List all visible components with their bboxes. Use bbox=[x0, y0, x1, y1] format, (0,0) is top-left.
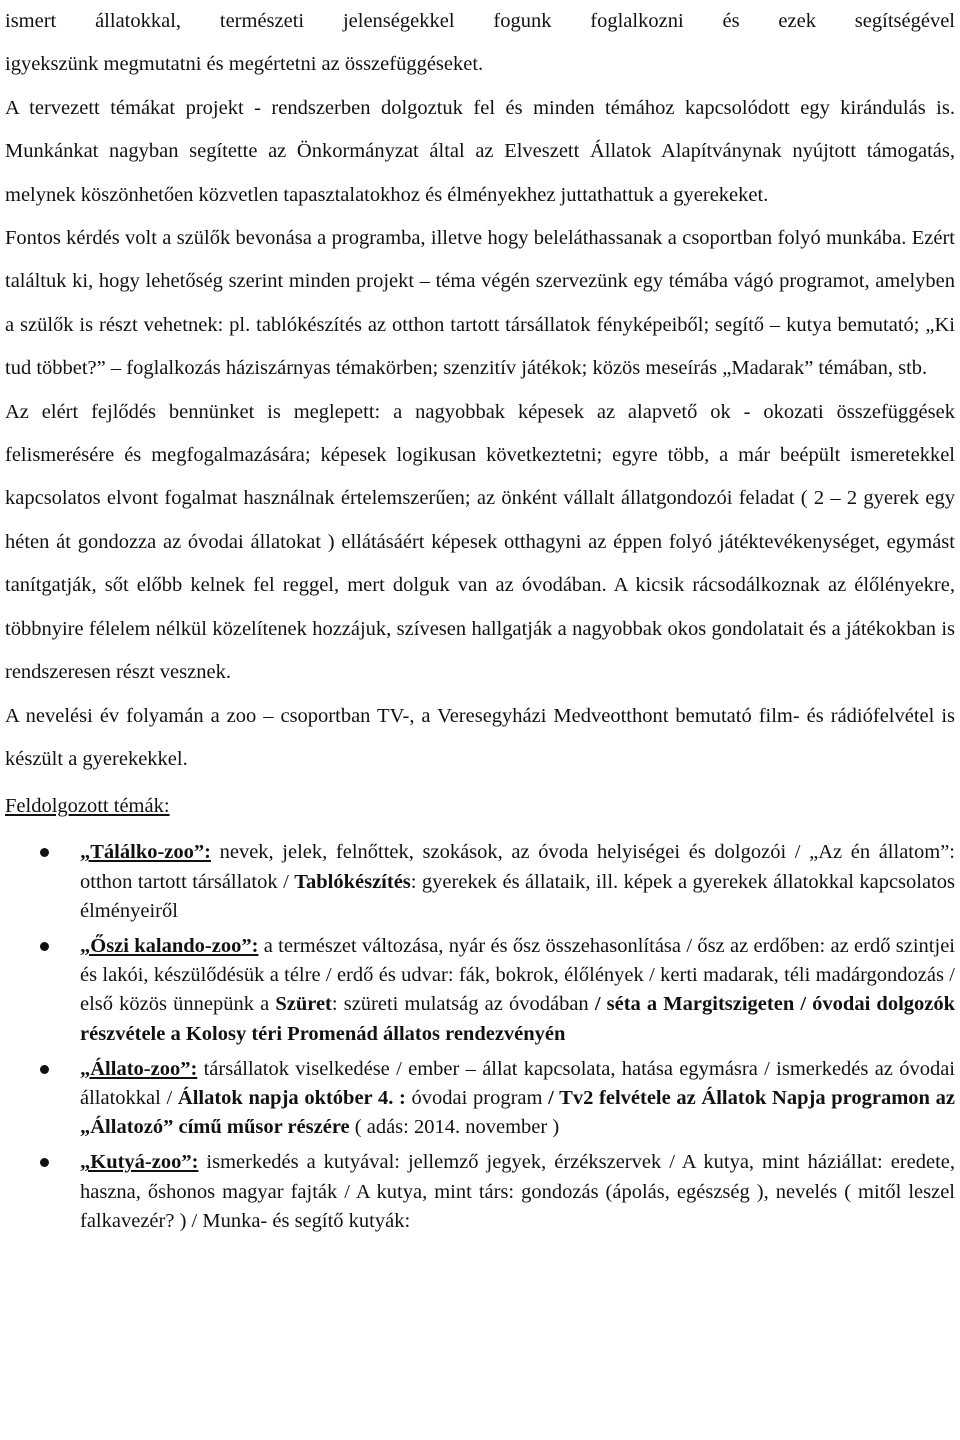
topic-item bbox=[5, 1055, 955, 1143]
topic-text: társállatok viselkedése / ember – állat kapcsolata, hatása egymásra / ismerkedés az óvodai állatokkal / bbox=[80, 1057, 955, 1109]
topic-item bbox=[5, 838, 955, 926]
topics-list bbox=[5, 838, 955, 1236]
topic-text: a természet változása, nyár és ősz összehasonlítása / ősz az erdőben: az erdő szintjei és lakói, készülődésük a télre / erdő és udvar: fák, bokrok, élőlények / kerti madarak, téli madárgondozás / első közös ünnepünk a bbox=[80, 934, 955, 1016]
topics-heading: Feldolgozott témák: bbox=[5, 795, 170, 818]
topic-bold-text: / séta a Margitszigeten / óvodai dolgozók részvétele a Kolosy téri Promenád állatos rendezvényén bbox=[80, 993, 956, 1045]
topic-bold-text: / Tv2 felvétele az Állatok Napja programon az „Állatozó” című műsor részére bbox=[80, 1086, 955, 1139]
bullet-icon bbox=[40, 848, 49, 857]
bullet-icon bbox=[40, 942, 49, 951]
topic-text: óvodai program bbox=[405, 1086, 549, 1109]
paragraph-intro-line-2: igyekszünk megmutatni és megértetni az összefüggéseket. bbox=[5, 53, 484, 76]
bullet-icon bbox=[40, 1158, 49, 1167]
document-page bbox=[5, 0, 955, 1242]
topic-title: „Tálálko-zoo”: bbox=[80, 841, 211, 864]
bullet-icon bbox=[40, 1065, 49, 1074]
topic-title: „Állato-zoo”: bbox=[80, 1057, 198, 1080]
topic-bold-text: Szüret bbox=[275, 993, 332, 1016]
paragraph-parents: Fontos kérdés volt a szülők bevonása a programba, illetve hogy beleláthassanak a csoportban folyó munkába. Ezért találtuk ki, hogy lehetőség szerint minden projekt – téma végén szervezünk egy témába vágó programot, amelyben a szülők is részt vehetnek: pl. tablókészítés az otthon tartott társállatok fényképeiből; segítő – kutya bemutató; „Ki tud többet?” – foglalkozás háziszárnyas témakörben; szenzitív játékok; közös meseírás „Madarak” témában, stb. bbox=[5, 227, 955, 380]
topic-text: ( adás: 2014. november ) bbox=[349, 1116, 560, 1139]
paragraph-development: Az elért fejlődés bennünket is meglepett: a nagyobbak képesek az alapvető ok - okozati összefüggések felismerésére és megfogalmazására; képesek logikusan következtetni; egyre több, a már beépült ismeretekkel kapcsolatos elvont fogalmat használnak értelemszerűen; az önként vállalt állatgondozói feladat ( 2 – 2 gyerek egy héten át gondozza az óvodai állatokat ) ellátásáért képesek otthagyni az éppen folyó játéktevékenységet, egymást tanítgatják, sőt előbb kelnek fel reggel, mert dolguk van az óvodában. A kicsik rácsodálkoznak az élőlényekre, többnyire félelem nélkül közelítenek hozzájuk, szívesen hallgatják a nagyobbak okos gondolatait és a játékokban is rendszeresen részt vesznek. bbox=[5, 400, 955, 684]
topic-text: : gyerekek és állataik, ill. képek a gyerekek állatokkal kapcsolatos élményeiről bbox=[80, 870, 956, 922]
paragraph-intro-line-1: ismert állatokkal, természeti jelenségekkel fogunk foglalkozni és ezek segítségével bbox=[5, 10, 955, 32]
topic-text: nevek, jelek, felnőttek, szokások, az óvoda helyiségei és dolgozói / „Az én állatom”: otthon tartott társállatok / bbox=[80, 841, 955, 893]
topic-bold-text: Állatok napja október 4. : bbox=[177, 1086, 406, 1109]
topic-text: ismerkedés a kutyával: jellemző jegyek, érzékszervek / A kutya, mint háziállat: eredete, haszna, őshonos magyar fajták / A kutya, mint társ: gondozás (ápolás, egészség ), nevelés ( mitől leszel falkavezér? ) / Munka- és segítő kutyák: bbox=[80, 1151, 955, 1232]
topic-text: : szüreti mulatság az óvodában bbox=[331, 993, 595, 1016]
topic-item bbox=[5, 1148, 955, 1236]
topic-item bbox=[5, 932, 955, 1049]
paragraph-projects: A tervezett témákat projekt - rendszerben dolgoztuk fel és minden témához kapcsolódott egy kirándulás is. Munkánkat nagyban segítette az Önkormányzat által az Elveszett Állatok Alapítványnak nyújtott támogatás, melynek köszönhetően közvetlen tapasztalatokhoz és élményekhez juttathattuk a gyerekeket. bbox=[5, 96, 955, 206]
paragraph-media: A nevelési év folyamán a zoo – csoportban TV-, a Veresegyházi Medveotthont bemutató film- és rádiófelvétel is készült a gyerekekkel. bbox=[5, 704, 955, 770]
topic-title: „Őszi kalando-zoo”: bbox=[80, 934, 259, 957]
topic-bold-text: Tablókészítés bbox=[294, 870, 411, 893]
topic-title: „Kutyá-zoo”: bbox=[80, 1151, 199, 1174]
